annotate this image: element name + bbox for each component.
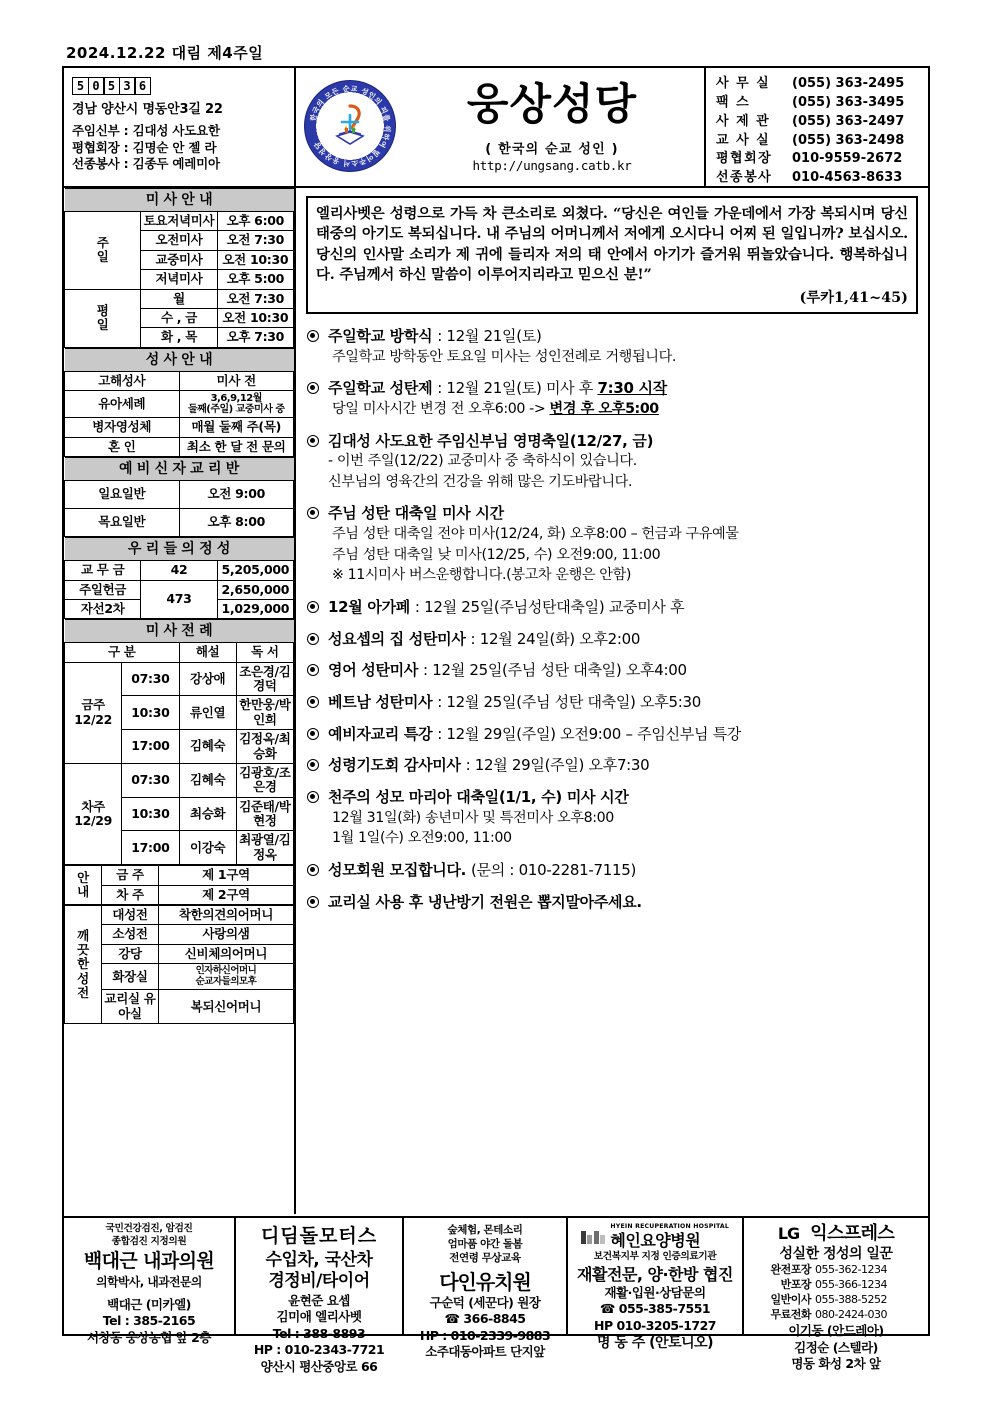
liturgy-commentator: 류인열: [179, 696, 236, 730]
announcement-detail: [328, 399, 924, 420]
zip-digit: 0: [88, 77, 105, 95]
section-header-sacraments: 성 사 안 내: [65, 348, 294, 371]
announcement-title-bold: 성모회원 모집합니다.: [328, 860, 471, 879]
announcement-item: [306, 892, 924, 913]
cleaning-label: 깨 끗 한 성 전: [65, 905, 102, 1023]
gospel-quote-box: [306, 196, 918, 314]
zip-digit: 3: [119, 77, 136, 95]
bullet-icon: [307, 664, 319, 676]
cleaning-team: 신비체의어머니: [159, 944, 294, 963]
hyein-bars-icon: [581, 1231, 606, 1244]
announcement-title: [328, 724, 924, 745]
cleaning-team-line1: 인자하신어머니: [195, 965, 257, 977]
contact-label: 사 제 관: [716, 113, 771, 129]
mass-time: 오후 7:30: [217, 328, 293, 347]
section-header-mass-guide: 미 사 안 내: [65, 189, 294, 212]
announcement-detail: - 이번 주일(12/22) 교중미사 중 축하식이 있습니다.: [328, 453, 637, 470]
ad-business-name: 다인유치원: [439, 1269, 531, 1294]
ad-address: 소주대동아파트 단지앞: [425, 1344, 545, 1360]
announcement-detail-text: 당일 미사시간 변경 전 오후6:00 ->: [332, 400, 550, 417]
ad-logo-text: [610, 1223, 729, 1251]
announcement-title-underline: 7:30 시작: [597, 379, 667, 398]
cleaning-place: 강당: [102, 944, 159, 963]
column-header-division: 구 분: [65, 643, 180, 662]
offering-amount: 1,029,000: [217, 599, 293, 618]
announcement-item: [306, 629, 924, 650]
catechumen-class-table: [64, 457, 294, 537]
announcement-item: [306, 431, 924, 493]
table-row: [65, 866, 294, 885]
announcement-detail: 주님 성탄 대축일 낮 미사(12/25, 수) 오전9:00, 11:00: [332, 546, 661, 563]
zone-value: 제 1구역: [159, 866, 294, 885]
contact-label: 팩 스: [716, 94, 751, 110]
staff-name: 김대성 사도요한: [132, 123, 220, 138]
sacrament-name: 고해성사: [65, 371, 180, 390]
liturgy-time: 07:30: [122, 662, 179, 696]
cleaning-place: 화장실: [102, 964, 159, 990]
mass-name: 저녁미사: [141, 270, 217, 289]
ad-headline-2: 엄마품 야간 돌봄: [447, 1238, 523, 1251]
bullet-icon: [307, 696, 319, 708]
announcement-item: [306, 503, 924, 585]
liturgy-group-date: 12/22: [74, 711, 113, 727]
announcement-title-bold: 12월 아가페: [328, 597, 415, 616]
ad-headline-2: 종합검진 지정의원: [111, 1235, 187, 1247]
mass-name: 토요저녁미사: [141, 212, 217, 231]
ad-headline-3: 전연령 무상교육: [449, 1252, 521, 1265]
announcement-detail: 12월 31일(화) 송년미사 및 특전미사 오후8:00: [332, 809, 614, 826]
mass-name: 오전미사: [141, 231, 217, 250]
masthead: [64, 68, 928, 186]
announcement-item: [306, 755, 924, 776]
church-subtitle: ( 한국의 순교 성인 ): [485, 142, 619, 157]
section-header-offering: 우 리 들 의 정 성: [65, 538, 294, 561]
contact-classroom: [716, 132, 928, 151]
ad-rate-table: [747, 1263, 925, 1323]
liturgy-commentator: 김혜숙: [179, 763, 236, 797]
table-row: [747, 1293, 925, 1308]
staff-name: 김종두 예레미아: [132, 156, 220, 171]
announcement-title-rest: : 12월 25일(주님 성탄 대축일) 오후5:30: [437, 692, 701, 711]
cleaning-team: [159, 964, 294, 990]
ad-person-2: 김미애 엘리사벳: [276, 1309, 362, 1325]
contact-label: 선종봉사: [716, 170, 773, 186]
bullet-icon: [307, 601, 319, 613]
mass-time: 오전 10:30: [217, 250, 293, 269]
masthead-title-block: [296, 68, 706, 186]
catechumen-value: 오전 9:00: [179, 481, 294, 509]
sacrament-guide-table: [64, 348, 294, 457]
announcement-title: [328, 787, 924, 808]
announcement-title-rest: : 12월 29일(주일) 오전9:00 – 주임신부님 특강: [437, 724, 741, 743]
liturgy-commentator: 강상애: [179, 662, 236, 696]
bullet-icon: [307, 896, 319, 908]
offering-name: 자선2차: [65, 599, 141, 618]
bulletin-body: [64, 186, 928, 1214]
ad-dain-kindergarten[interactable]: [404, 1218, 568, 1360]
announcement-title: [328, 692, 924, 713]
liturgy-time: 10:30: [122, 797, 179, 831]
table-row: [65, 481, 294, 509]
liturgy-time: 17:00: [122, 831, 179, 865]
announcement-title-rest: (문의 : 010-2281-7115): [470, 860, 637, 879]
announcement-title-rest: : 12월 25일(주님성탄대축일) 교중미사 후: [414, 597, 685, 616]
liturgy-readers: 김광호/조은경: [236, 763, 293, 797]
bullet-icon: [307, 791, 319, 803]
bullet-icon: [307, 633, 319, 645]
contact-office: [716, 75, 928, 94]
announcement-item: [306, 660, 924, 681]
offering-count: 473: [141, 580, 217, 619]
section-header-catechumen: 예 비 신 자 교 리 반: [65, 457, 294, 480]
parish-logo-icon: [304, 80, 396, 172]
rate-label: 완전포장: [770, 1263, 812, 1277]
sacrament-name: 병자영성체: [65, 418, 180, 437]
masthead-parish-info: [64, 68, 296, 186]
bulletin-date: 2024.12.22 대림 제4주일: [66, 44, 264, 62]
sacrament-value-line1: 3,6,9,12월: [210, 393, 262, 405]
mass-name: 수 , 금: [141, 308, 217, 327]
logo-rim-text: [304, 80, 396, 172]
sacrament-value: 미사 전: [179, 371, 294, 390]
ad-person: 백대근 (미카엘): [107, 1296, 191, 1312]
announcement-title-bold: 천주의 성모 마리아 대축일(1/1, 수) 미사 시간: [328, 788, 629, 807]
column-header-commentator: 해설: [179, 643, 236, 662]
table-row: [65, 391, 294, 418]
zip-digit: 6: [134, 77, 151, 95]
ad-specialty: 재활전문, 양·한방 협진: [577, 1264, 733, 1284]
liturgy-commentator: 최승화: [179, 797, 236, 831]
announcement-title: [328, 326, 924, 347]
announcement-title: [328, 378, 924, 399]
liturgy-time: 07:30: [122, 763, 179, 797]
table-row: [65, 561, 294, 580]
staff-funeral-volunteer: 선종봉사 : 김종두 예레미아: [72, 156, 220, 171]
ad-person-2: 김정순 (스텔라): [794, 1339, 878, 1355]
contact-label: 평협회장: [716, 151, 773, 167]
mass-schedule-table: [64, 188, 294, 348]
table-header-row: [65, 643, 294, 662]
announcement-title-bold: 주님 성탄 대축일 미사 시간: [328, 504, 504, 523]
section-header-liturgy: 미 사 전 례: [65, 620, 294, 643]
announcement-title-bold: 성령기도회 감사미사: [328, 756, 466, 775]
announcement-title-bold: 영어 성탄미사: [328, 661, 423, 680]
mass-time: 오전 10:30: [217, 308, 293, 327]
announcements-list: [306, 326, 924, 923]
liturgy-group-date: 12/29: [74, 813, 113, 829]
ad-business-name: 백대근 내과의원: [83, 1250, 215, 1273]
rate-label: 무료전화: [770, 1308, 812, 1322]
announcement-item: [306, 597, 924, 618]
announcement-title: [328, 660, 924, 681]
advertisement-strip: [64, 1216, 928, 1374]
ad-phone: ☎ 055-385-7551: [599, 1301, 711, 1317]
page-title: 웅상성당: [466, 80, 638, 130]
contact-fax: [716, 94, 928, 113]
cleaning-duty-table: [64, 905, 294, 1024]
ad-logo-row: [571, 1223, 739, 1251]
ad-service-1: 수입차, 국산차: [265, 1249, 373, 1270]
offering-amount: 2,650,000: [217, 580, 293, 599]
announcement-title-bold: 김대성 사도요한 주임신부님 영명축일(12/27, 금): [328, 431, 654, 450]
liturgy-readers: 한만웅/박인희: [236, 696, 293, 730]
mass-time: 오전 7:30: [217, 289, 293, 308]
contact-label: 교 사 실: [716, 132, 771, 148]
church-website-link[interactable]: http://ungsang.catb.kr: [472, 158, 632, 173]
announcement-title-rest: : 12월 29일(주일) 오후7:30: [465, 756, 650, 775]
mass-time: 오후 6:00: [217, 212, 293, 231]
announcement-item: [306, 724, 924, 745]
contact-value: (055) 363-3495: [792, 94, 905, 110]
mass-time: 오전 7:30: [217, 231, 293, 250]
table-row: [65, 509, 294, 537]
ad-mobile: HP 010-3205-1727: [593, 1317, 717, 1333]
table-row: [65, 763, 294, 797]
staff-role: 선종봉사: [72, 156, 120, 171]
liturgy-time: 10:30: [122, 696, 179, 730]
bullet-icon: [307, 759, 319, 771]
announcement-title: [328, 597, 924, 618]
announcement-title-rest: : 12월 25일(주님 성탄 대축일) 오후4:00: [423, 661, 687, 680]
ad-subtitle: 의학박사, 내과전문의: [96, 1275, 202, 1290]
announcement-detail: 신부님의 영육간의 건강을 위해 많은 기도바랍니다.: [328, 473, 633, 490]
cleaning-place: 소성전: [102, 925, 159, 944]
ad-mobile: HP : 010-2343-7721: [253, 1342, 385, 1358]
staff-role: 주임신부: [72, 123, 120, 138]
ad-certification: 보건복지부 지정 인증의료기관: [593, 1251, 717, 1263]
bullet-icon: [307, 382, 319, 394]
announcement-title-rest: : 12월 21일(토) 미사 후: [437, 379, 598, 398]
announcement-detail: 1월 1일(수) 오전9:00, 11:00: [332, 830, 512, 847]
cleaning-team: 사랑의샘: [159, 925, 294, 944]
zone-guide-table: [64, 865, 294, 905]
table-row: [65, 905, 294, 924]
ad-logo-row: [747, 1223, 925, 1245]
bullet-icon: [307, 728, 319, 740]
announcement-title-bold: 주일학교 방학식: [328, 327, 438, 345]
zone-period: 금 주: [102, 866, 159, 885]
announcement-title: [328, 431, 924, 452]
cleaning-place: 교리실 유아실: [102, 990, 159, 1024]
svg-text:한국의 모든 순교 성인의 피를 위하여 빌어주소서 웅상성: 한국의 모든 순교 성인의 피를 위하여 빌어주소서 웅상성당: [308, 83, 393, 169]
contact-rectory: [716, 113, 928, 132]
ad-hyein-hospital[interactable]: [568, 1218, 744, 1352]
announcement-item: [306, 860, 924, 881]
sacrament-value: [179, 391, 294, 418]
ad-inquiry: 재활·입원·상담문의: [604, 1284, 706, 1300]
mass-group-weekday: 평 일: [65, 289, 141, 347]
table-row: [65, 418, 294, 437]
zip-digit: 5: [72, 77, 89, 95]
ad-logo-english: HYEIN RECUPERATION HOSPITAL: [610, 1223, 730, 1230]
catechumen-name: 목요일반: [65, 509, 180, 537]
mass-group-sunday: 주 일: [65, 212, 141, 290]
announcement-title-bold: 예비자교리 특강: [328, 724, 438, 743]
mass-name: 월: [141, 289, 217, 308]
ad-headline-1: 숲체험, 몬테소리: [447, 1224, 523, 1236]
table-row: [65, 212, 294, 231]
cleaning-team: 착한의견의어머니: [159, 905, 294, 924]
gospel-quote-text: 엘리사벳은 성령으로 가득 차 큰소리로 외쳤다. “당신은 여인들 가운데에서 가장 복되시며 당신 태중의 아기도 복되십니다. 내 주님의 어머니께서 저에게 오시다니 어찌 된 일입니까? 보십시오. 당신의 인사말 소리가 제 귀에 들리자 저의 태 안에서 아기가 즐거워 뛰놀았습니다. 행복하십니다. 주님께서 하신 말씀이 이루어지리라고 믿으신 분!”: [316, 205, 908, 284]
table-row: [65, 662, 294, 696]
ad-phone: Tel : 388-8893: [272, 1325, 366, 1341]
offering-name: 주일헌금: [65, 580, 141, 599]
ad-address: 서창동 웅상농협 앞 2층: [87, 1329, 211, 1345]
contact-label: 사 무 실: [716, 76, 771, 91]
ad-baekdaegeun-clinic[interactable]: [64, 1218, 236, 1345]
ad-person: 구순덕 (세꾼다) 원장: [429, 1294, 541, 1310]
announcement-item: [306, 378, 924, 419]
contact-value: 010-9559-2672: [792, 151, 903, 167]
masthead-contacts: [706, 68, 928, 186]
rate-phone: 055-388-5252: [815, 1293, 887, 1307]
ad-lg-express[interactable]: [744, 1218, 928, 1372]
table-row: [65, 580, 294, 599]
sacrament-value-line2: 둘째(주일) 교중미사 중: [187, 404, 285, 416]
announcement-title-rest: : 12월 21일(토): [437, 327, 542, 345]
ad-phone: ☎ 366-8845: [444, 1311, 526, 1327]
contact-value: (055) 363-2497: [792, 113, 905, 129]
announcement-title: [328, 629, 924, 650]
bullet-icon: [307, 330, 319, 342]
sacrament-value: 최소 한 달 전 문의: [179, 437, 294, 456]
table-row: [65, 371, 294, 390]
bullet-icon: [307, 507, 319, 519]
announcement-title: [328, 892, 924, 913]
rate-phone: 055-366-1234: [815, 1278, 887, 1292]
bulletin-frame: [62, 66, 930, 1374]
announcement-detail: 주일학교 방학동안 토요일 미사는 성인전례로 거행됩니다.: [332, 348, 676, 365]
liturgy-roster-table: [64, 619, 294, 865]
ad-slogan: 성실한 정성의 일꾼: [779, 1245, 893, 1262]
contact-value: (055) 363-2498: [792, 132, 905, 148]
liturgy-group-this-week: [65, 662, 122, 763]
zone-guide-label: 안 내: [65, 866, 102, 905]
ad-didimdol-motors[interactable]: [236, 1218, 404, 1374]
offering-amount: 5,205,000: [217, 561, 293, 580]
liturgy-group-next-week: [65, 763, 122, 864]
ad-business-name: 혜인요양병원: [610, 1231, 701, 1250]
lg-logo-icon: LG: [777, 1224, 800, 1243]
offering-name: 교 무 금: [65, 561, 141, 580]
ad-mobile: HP : 010-2339-9883: [419, 1327, 551, 1343]
announcement-title-bold: 교리실 사용 후 냉난방기 전원은 뽑지말아주세요.: [328, 892, 642, 911]
cleaning-team: 복되신어머니: [159, 990, 294, 1024]
offering-count: 42: [141, 561, 217, 580]
liturgy-readers: 최광열/김정옥: [236, 831, 293, 865]
catechumen-name: 일요일반: [65, 481, 180, 509]
ad-address: 명동 화성 2차 앞: [791, 1356, 881, 1372]
announcement-item: [306, 326, 924, 367]
rate-label: 일반이사: [770, 1293, 812, 1307]
table-row: [65, 289, 294, 308]
announcement-title: [328, 755, 924, 776]
ad-address: 양산시 평산중앙로 66: [260, 1358, 378, 1374]
cleaning-team-line2: 순교자들의모후: [195, 975, 257, 987]
parish-address: 경남 양산시 명동안3길 22: [72, 102, 223, 117]
right-column: [296, 188, 928, 1214]
ad-business-name: 디딤돌모터스: [260, 1225, 378, 1247]
liturgy-commentator: 이강숙: [179, 831, 236, 865]
bullet-icon: [307, 864, 319, 876]
announcement-title-bold: 주일학교 성탄제: [328, 379, 438, 398]
announcement-detail: ※ 11시미사 버스운행합니다.(봉고차 운행은 안함): [332, 567, 632, 584]
left-column: [64, 188, 296, 1214]
ad-service-2: 경정비/타이어: [268, 1271, 370, 1292]
table-row: [747, 1263, 925, 1278]
liturgy-readers: 김준태/박현정: [236, 797, 293, 831]
zip-code: [72, 77, 150, 95]
gospel-quote-reference: (루카1,41~45): [799, 288, 908, 306]
zip-digit: 5: [103, 77, 120, 95]
liturgy-readers: 조은경/김경덕: [236, 662, 293, 696]
offering-table: [64, 537, 294, 619]
table-row: [747, 1308, 925, 1323]
zone-period: 차 주: [102, 885, 159, 904]
liturgy-group-label: 차주: [81, 798, 105, 814]
ad-headline-1: 국민건강검진, 암검진: [105, 1223, 193, 1234]
ad-person: 명 동 주 (안토니오): [596, 1335, 714, 1352]
liturgy-time: 17:00: [122, 730, 179, 764]
mass-name: 화 , 목: [141, 328, 217, 347]
liturgy-readers: 김정옥/최승화: [236, 730, 293, 764]
ad-business-name: 익스프레스: [810, 1223, 895, 1244]
catechumen-value: 오후 8:00: [179, 509, 294, 537]
staff-pastor: 주임신부 : 김대성 사도요한: [72, 123, 220, 138]
bullet-icon: [307, 435, 319, 447]
liturgy-group-label: 금주: [81, 697, 105, 713]
rate-label: 반포장: [780, 1278, 812, 1292]
contact-value: 010-4563-8633: [792, 170, 903, 186]
rate-phone: 080-2424-030: [815, 1308, 887, 1322]
zone-value: 제 2구역: [159, 885, 294, 904]
announcement-title: [328, 860, 924, 881]
sacrament-value: 매월 둘째 주(목): [179, 418, 294, 437]
ad-person-1: 이기동 (안드레아): [788, 1323, 884, 1339]
rate-phone: 055-362-1234: [815, 1263, 887, 1277]
contact-value: (055) 363-2495: [792, 76, 905, 91]
cleaning-place: 대성전: [102, 905, 159, 924]
sacrament-name: 유아세례: [65, 391, 180, 418]
column-header-readers: 독 서: [236, 643, 293, 662]
announcement-item: [306, 787, 924, 849]
mass-name: 교중미사: [141, 250, 217, 269]
announcement-detail: 주님 성탄 대축일 전야 미사(12/24, 화) 오후8:00 – 헌금과 구유예물: [332, 526, 739, 543]
mass-time: 오후 5:00: [217, 270, 293, 289]
announcement-title-rest: : 12월 24일(화) 오후2:00: [470, 629, 641, 648]
sacrament-name: 혼 인: [65, 437, 180, 456]
liturgy-commentator: 김혜숙: [179, 730, 236, 764]
staff-council-head: 평협회장 : 김명순 안 젤 라: [72, 139, 217, 155]
announcement-title: [328, 503, 924, 524]
ad-person-1: 윤현준 요셉: [288, 1292, 350, 1308]
table-row: [65, 437, 294, 456]
announcement-item: [306, 692, 924, 713]
table-row: [747, 1278, 925, 1293]
staff-name: 김명순 안 젤 라: [132, 139, 217, 155]
announcement-title-bold: 성요셉의 집 성탄미사: [328, 629, 471, 648]
announcement-detail-underline: 변경 후 오후5:00: [549, 400, 659, 417]
staff-role: 평협회장: [72, 139, 120, 155]
ad-phone: Tel : 385-2165: [102, 1313, 196, 1329]
contact-council-head: [716, 150, 928, 169]
announcement-title-bold: 베트남 성탄미사: [328, 692, 438, 711]
